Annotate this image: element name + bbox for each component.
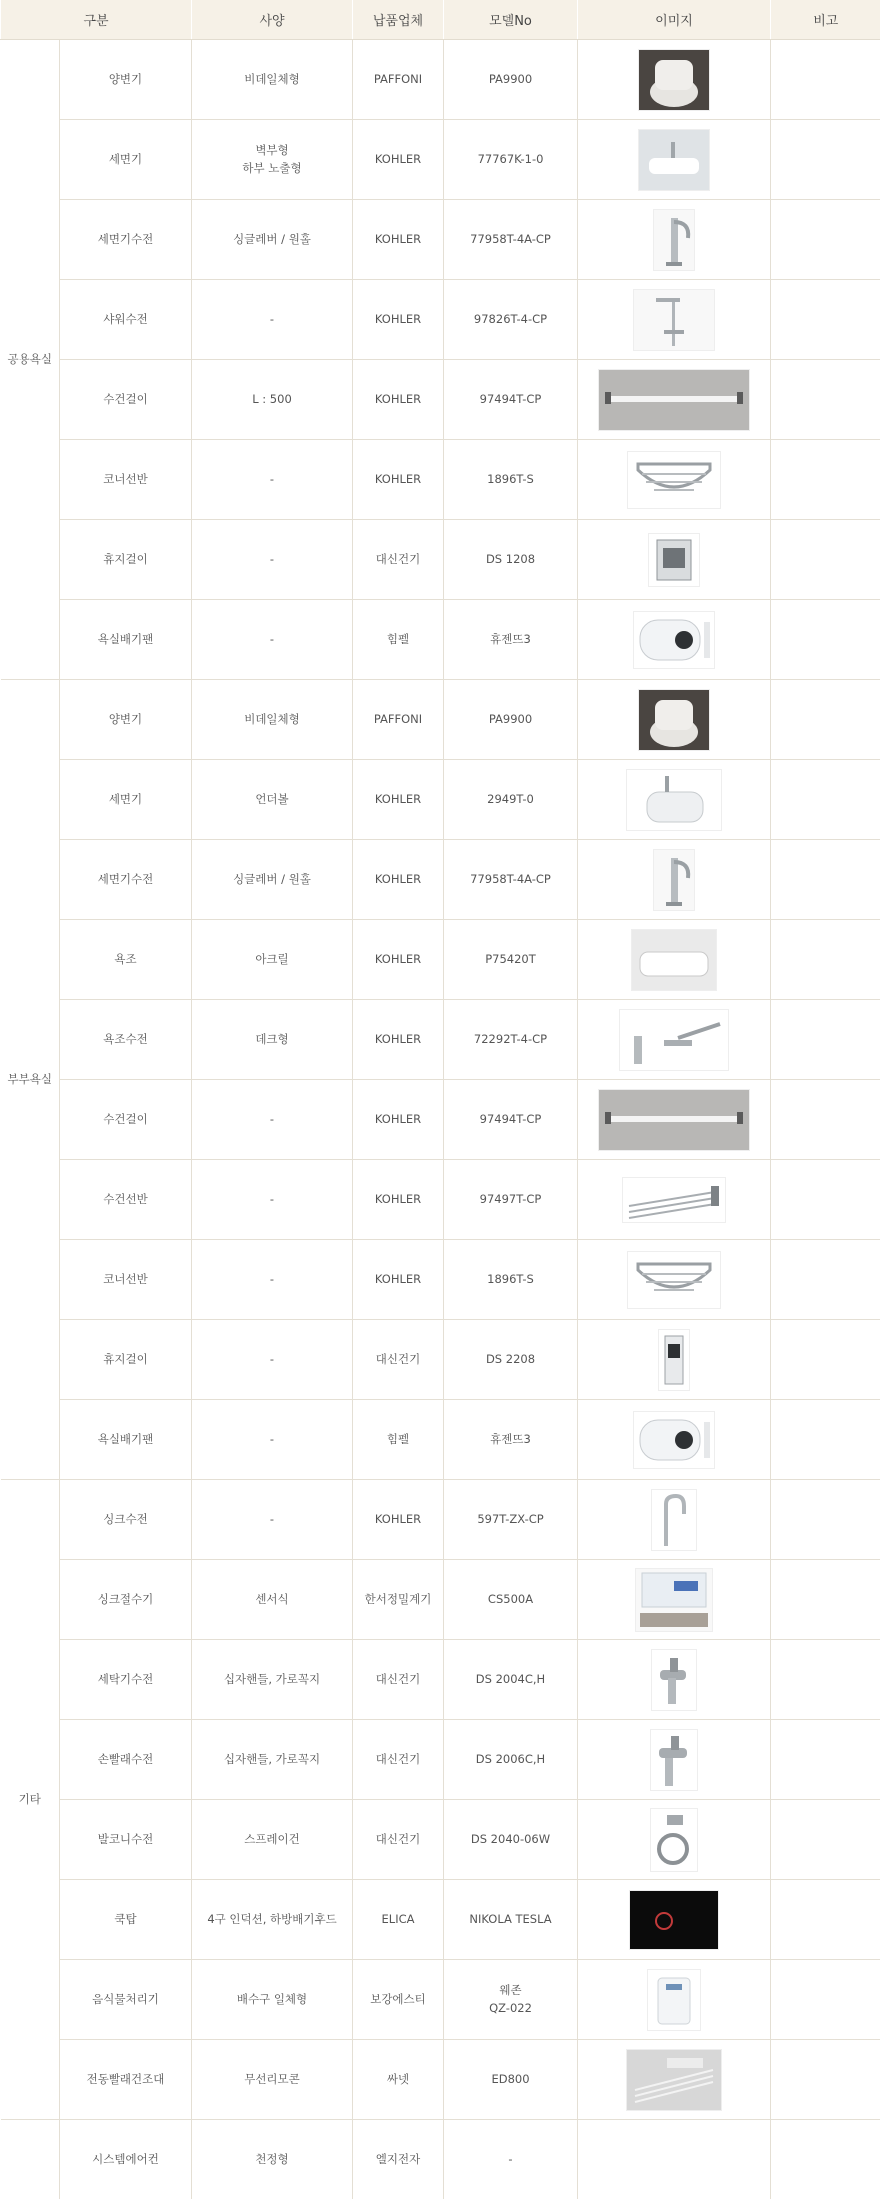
note-cell	[771, 2120, 880, 2199]
vendor-cell: KOHLER	[353, 1080, 444, 1160]
image-cell	[578, 1160, 771, 1240]
vendor-cell: KOHLER	[353, 1240, 444, 1320]
item-cell: 수건걸이	[60, 1080, 192, 1160]
image-cell	[578, 920, 771, 1000]
model-cell: PA9900	[444, 40, 578, 120]
spec-cell: 십자핸들, 가로꼭지	[192, 1640, 353, 1720]
image-cell	[578, 1960, 771, 2040]
note-cell	[771, 120, 880, 200]
faucet-image	[653, 849, 695, 911]
table-row	[1, 760, 880, 840]
note-cell	[771, 1560, 880, 1640]
item-cell: 샤워수전	[60, 280, 192, 360]
washbasin-image	[638, 129, 710, 191]
table-row	[1, 1480, 880, 1560]
paper-holder-black-image	[658, 1329, 690, 1391]
model-cell: 97497T-CP	[444, 1160, 578, 1240]
note-cell	[771, 920, 880, 1000]
exhaust-fan-image	[633, 611, 715, 669]
cooktop-image	[629, 1890, 719, 1950]
table-row	[1, 360, 880, 440]
vendor-cell: KOHLER	[353, 840, 444, 920]
note-cell	[771, 1160, 880, 1240]
note-cell	[771, 520, 880, 600]
tub-faucet-image	[619, 1009, 729, 1071]
table-row	[1, 280, 880, 360]
model-cell: 77958T-4A-CP	[444, 840, 578, 920]
table-row	[1, 200, 880, 280]
vendor-cell: 엘지전자	[353, 2120, 444, 2199]
model-cell: 97826T-4-CP	[444, 280, 578, 360]
vendor-cell: PAFFONI	[353, 40, 444, 120]
image-cell	[578, 600, 771, 680]
image-cell	[578, 840, 771, 920]
image-cell	[578, 680, 771, 760]
vendor-cell: 힘펠	[353, 600, 444, 680]
vendor-cell: 대신건기	[353, 520, 444, 600]
table-row	[1, 2120, 880, 2199]
vendor-cell: KOHLER	[353, 1000, 444, 1080]
food-disposer-image	[647, 1969, 701, 2031]
image-cell	[578, 40, 771, 120]
faucet-image	[653, 209, 695, 271]
note-cell	[771, 1960, 880, 2040]
vendor-cell: KOHLER	[353, 920, 444, 1000]
item-cell: 휴지걸이	[60, 1320, 192, 1400]
spec-cell: -	[192, 1480, 353, 1560]
table-row	[1, 840, 880, 920]
model-cell: DS 2006C,H	[444, 1720, 578, 1800]
table-row	[1, 1400, 880, 1480]
image-cell	[578, 1080, 771, 1160]
table-row	[1, 1560, 880, 1640]
image-cell	[578, 1000, 771, 1080]
header-model: 모델No	[444, 0, 578, 40]
item-cell: 욕조	[60, 920, 192, 1000]
category-cell	[1, 2120, 60, 2199]
exhaust-fan-image	[633, 1411, 715, 1469]
model-cell: 웨존 QZ-022	[444, 1960, 578, 2040]
table-row	[1, 440, 880, 520]
item-cell: 세면기수전	[60, 200, 192, 280]
category-cell: 부부욕실	[1, 680, 60, 1480]
note-cell	[771, 600, 880, 680]
item-cell: 싱크수전	[60, 1480, 192, 1560]
table-row	[1, 1960, 880, 2040]
spec-cell: L : 500	[192, 360, 353, 440]
table-row	[1, 1240, 880, 1320]
towel-shelf-image	[622, 1177, 726, 1223]
model-cell: 1896T-S	[444, 440, 578, 520]
table-row	[1, 520, 880, 600]
note-cell	[771, 280, 880, 360]
image-cell	[578, 1400, 771, 1480]
model-cell: NIKOLA TESLA	[444, 1880, 578, 1960]
header-spec: 사양	[192, 0, 353, 40]
header-vendor: 납품업체	[353, 0, 444, 40]
image-cell	[578, 280, 771, 360]
spec-cell: 아크릴	[192, 920, 353, 1000]
water-saver-image	[635, 1568, 713, 1632]
header-image: 이미지	[578, 0, 771, 40]
header-category: 구분	[1, 0, 192, 40]
table-row	[1, 1640, 880, 1720]
towel-bar-image	[598, 369, 750, 431]
item-cell: 수건선반	[60, 1160, 192, 1240]
note-cell	[771, 1240, 880, 1320]
model-cell: DS 1208	[444, 520, 578, 600]
image-cell	[578, 1800, 771, 1880]
image-cell	[578, 440, 771, 520]
image-cell	[578, 1480, 771, 1560]
spec-cell: -	[192, 440, 353, 520]
note-cell	[771, 1480, 880, 1560]
spec-cell: 비데일체형	[192, 40, 353, 120]
note-cell	[771, 440, 880, 520]
vendor-cell: KOHLER	[353, 360, 444, 440]
item-cell: 쿡탑	[60, 1880, 192, 1960]
item-cell: 코너선반	[60, 440, 192, 520]
table-row	[1, 1000, 880, 1080]
table-row	[1, 680, 880, 760]
item-cell: 욕실배기팬	[60, 1400, 192, 1480]
drying-rack-image	[626, 2049, 722, 2111]
note-cell	[771, 2040, 880, 2120]
model-cell: 77958T-4A-CP	[444, 200, 578, 280]
vendor-cell: 대신건기	[353, 1320, 444, 1400]
note-cell	[771, 1800, 880, 1880]
paper-holder-image	[648, 533, 700, 587]
model-cell: 97494T-CP	[444, 360, 578, 440]
corner-shelf-image	[627, 451, 721, 509]
spec-cell: 스프레이건	[192, 1800, 353, 1880]
image-cell	[578, 1240, 771, 1320]
model-cell: DS 2004C,H	[444, 1640, 578, 1720]
item-cell: 음식물처리기	[60, 1960, 192, 2040]
spec-cell: 언더볼	[192, 760, 353, 840]
image-cell	[578, 520, 771, 600]
model-cell: 77767K-1-0	[444, 120, 578, 200]
note-cell	[771, 1080, 880, 1160]
table-row	[1, 920, 880, 1000]
table-row	[1, 600, 880, 680]
model-cell: 97494T-CP	[444, 1080, 578, 1160]
item-cell: 손빨래수전	[60, 1720, 192, 1800]
image-cell	[578, 1640, 771, 1720]
model-cell: PA9900	[444, 680, 578, 760]
spec-cell: 4구 인덕션, 하방배기후드	[192, 1880, 353, 1960]
item-cell: 수건걸이	[60, 360, 192, 440]
vendor-cell: 힘펠	[353, 1400, 444, 1480]
header-row	[1, 0, 880, 40]
spec-cell: 비데일체형	[192, 680, 353, 760]
image-cell	[578, 1880, 771, 1960]
model-cell: CS500A	[444, 1560, 578, 1640]
spec-cell: -	[192, 600, 353, 680]
spec-cell: -	[192, 1320, 353, 1400]
vendor-cell: 대신건기	[353, 1800, 444, 1880]
item-cell: 세탁기수전	[60, 1640, 192, 1720]
vendor-cell: KOHLER	[353, 280, 444, 360]
model-cell: 휴젠뜨3	[444, 600, 578, 680]
note-cell	[771, 1640, 880, 1720]
item-cell: 싱크절수기	[60, 1560, 192, 1640]
vendor-cell: ELICA	[353, 1880, 444, 1960]
item-cell: 욕조수전	[60, 1000, 192, 1080]
image-cell	[578, 120, 771, 200]
bathtub-image	[631, 929, 717, 991]
image-cell	[578, 1720, 771, 1800]
item-cell: 전동빨래건조대	[60, 2040, 192, 2120]
table-row	[1, 1080, 880, 1160]
image-cell	[578, 1560, 771, 1640]
vendor-cell: KOHLER	[353, 1480, 444, 1560]
model-cell: 597T-ZX-CP	[444, 1480, 578, 1560]
image-cell	[578, 200, 771, 280]
spec-cell: 데크형	[192, 1000, 353, 1080]
item-cell: 세면기	[60, 760, 192, 840]
image-cell	[578, 2120, 771, 2199]
note-cell	[771, 360, 880, 440]
note-cell	[771, 1320, 880, 1400]
spec-cell: -	[192, 1400, 353, 1480]
spec-cell: -	[192, 1160, 353, 1240]
spec-cell: -	[192, 520, 353, 600]
table-row	[1, 120, 880, 200]
corner-shelf-image	[627, 1251, 721, 1309]
model-cell: DS 2040-06W	[444, 1800, 578, 1880]
category-cell: 기타	[1, 1480, 60, 2120]
item-cell: 시스템에어컨	[60, 2120, 192, 2199]
image-cell	[578, 2040, 771, 2120]
vendor-cell: KOHLER	[353, 120, 444, 200]
note-cell	[771, 1880, 880, 1960]
vendor-cell: 보강에스티	[353, 1960, 444, 2040]
item-cell: 욕실배기팬	[60, 600, 192, 680]
item-cell: 휴지걸이	[60, 520, 192, 600]
spec-cell: 무선리모콘	[192, 2040, 353, 2120]
note-cell	[771, 760, 880, 840]
table-row	[1, 1720, 880, 1800]
toilet-image	[638, 689, 710, 751]
model-cell: DS 2208	[444, 1320, 578, 1400]
note-cell	[771, 1000, 880, 1080]
vendor-cell: PAFFONI	[353, 680, 444, 760]
vendor-cell: KOHLER	[353, 440, 444, 520]
toilet-image	[638, 49, 710, 111]
table-row	[1, 40, 880, 120]
item-cell: 코너선반	[60, 1240, 192, 1320]
model-cell: P75420T	[444, 920, 578, 1000]
vendor-cell: KOHLER	[353, 200, 444, 280]
hand-wash-tap-image	[650, 1729, 698, 1791]
spec-cell: 벽부형 하부 노출형	[192, 120, 353, 200]
note-cell	[771, 840, 880, 920]
model-cell: 휴젠뜨3	[444, 1400, 578, 1480]
model-cell: 72292T-4-CP	[444, 1000, 578, 1080]
note-cell	[771, 40, 880, 120]
image-cell	[578, 360, 771, 440]
header-note: 비고	[771, 0, 880, 40]
vendor-cell: KOHLER	[353, 760, 444, 840]
towel-bar-image	[598, 1089, 750, 1151]
model-cell: -	[444, 2120, 578, 2199]
laundry-tap-image	[651, 1649, 697, 1711]
table-row	[1, 2040, 880, 2120]
note-cell	[771, 1720, 880, 1800]
spray-tap-image	[650, 1808, 698, 1872]
table-row	[1, 1880, 880, 1960]
item-cell: 세면기수전	[60, 840, 192, 920]
item-cell: 세면기	[60, 120, 192, 200]
undermount-basin-image	[626, 769, 722, 831]
table-row	[1, 1800, 880, 1880]
note-cell	[771, 1400, 880, 1480]
spec-cell: 싱글레버 / 원홀	[192, 840, 353, 920]
spec-cell: -	[192, 1240, 353, 1320]
table-row	[1, 1320, 880, 1400]
vendor-cell: 대신건기	[353, 1640, 444, 1720]
spec-cell: -	[192, 1080, 353, 1160]
note-cell	[771, 680, 880, 760]
item-cell: 양변기	[60, 40, 192, 120]
sink-faucet-image	[651, 1489, 697, 1551]
model-cell: 1896T-S	[444, 1240, 578, 1320]
spec-cell: 천정형	[192, 2120, 353, 2199]
vendor-cell: 싸넷	[353, 2040, 444, 2120]
note-cell	[771, 200, 880, 280]
spec-cell: 싱글레버 / 원홀	[192, 200, 353, 280]
spec-cell: 센서식	[192, 1560, 353, 1640]
shower-image	[633, 289, 715, 351]
model-cell: ED800	[444, 2040, 578, 2120]
vendor-cell: 한서정밀계기	[353, 1560, 444, 1640]
vendor-cell: 대신건기	[353, 1720, 444, 1800]
spec-cell: 배수구 일체형	[192, 1960, 353, 2040]
spec-cell: -	[192, 280, 353, 360]
spec-cell: 십자핸들, 가로꼭지	[192, 1720, 353, 1800]
vendor-cell: KOHLER	[353, 1160, 444, 1240]
model-cell: 2949T-0	[444, 760, 578, 840]
category-cell: 공용욕실	[1, 40, 60, 680]
item-cell: 양변기	[60, 680, 192, 760]
table-row	[1, 1160, 880, 1240]
image-cell	[578, 760, 771, 840]
image-cell	[578, 1320, 771, 1400]
item-cell: 발코니수전	[60, 1800, 192, 1880]
